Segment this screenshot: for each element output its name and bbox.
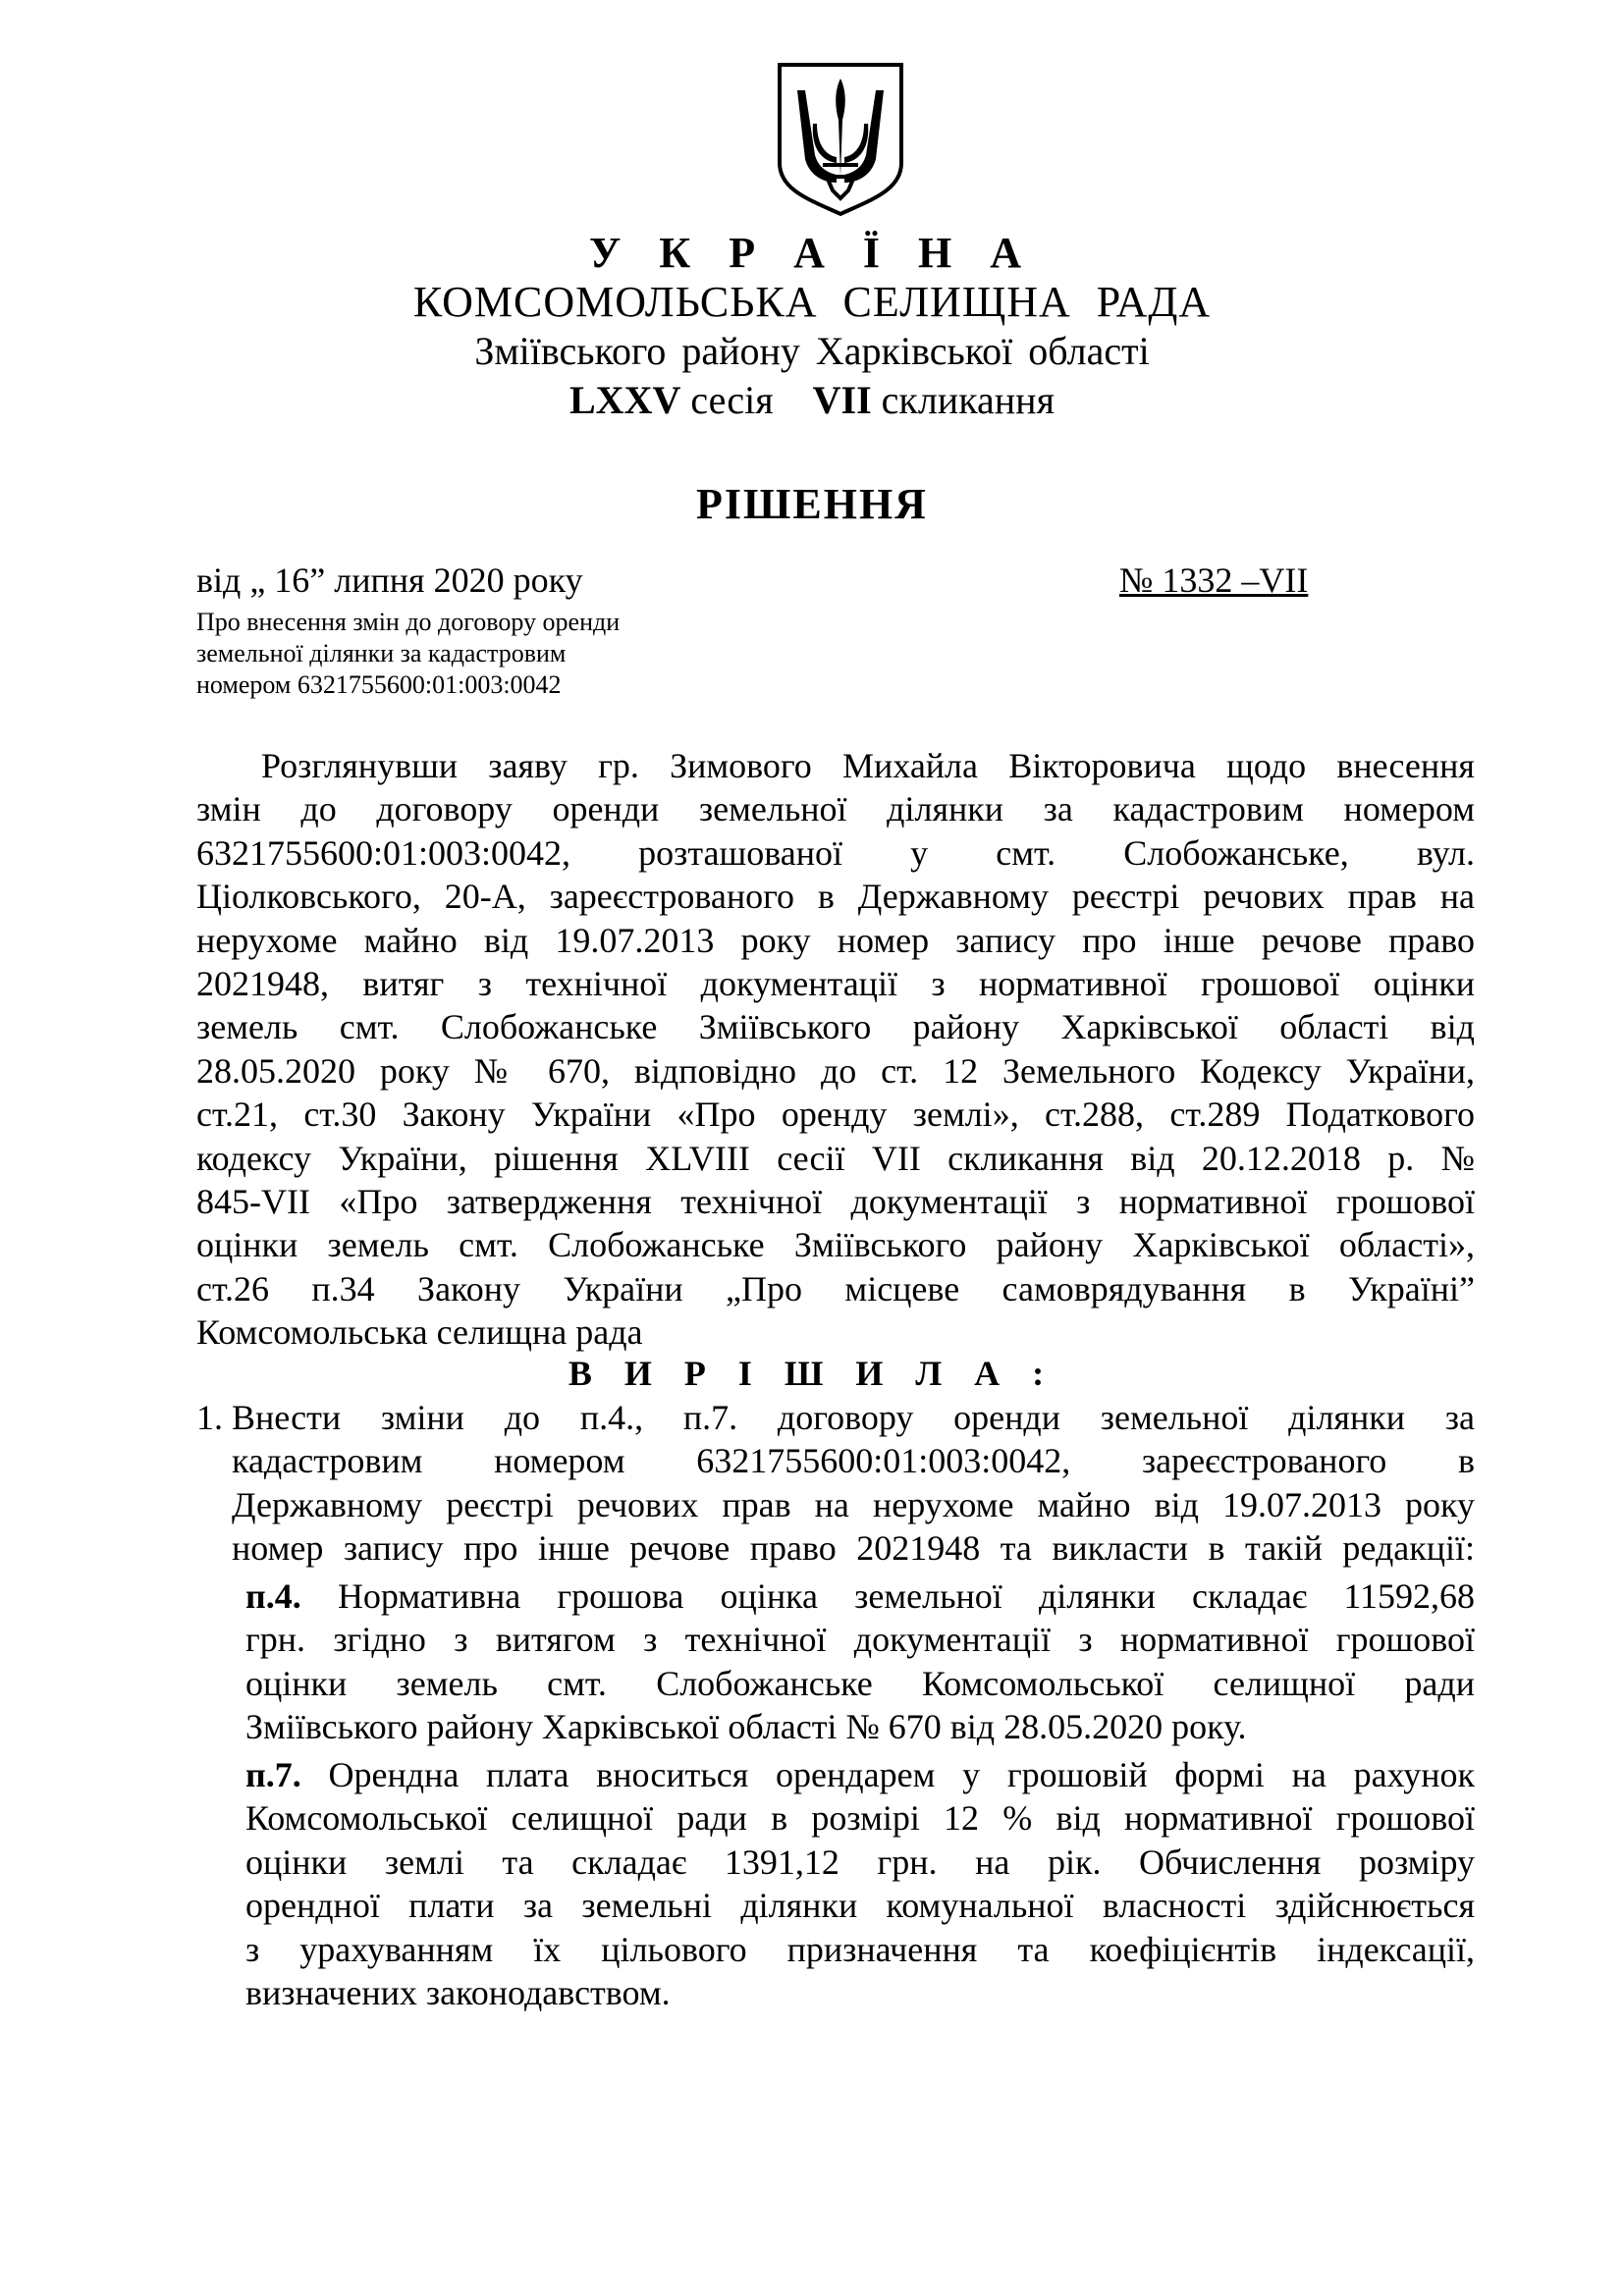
subject-line: номером 6321755600:01:003:0042 bbox=[196, 670, 562, 699]
preamble-line: оцінки земель смт. Слобожанське Зміївського району Харківської області», bbox=[196, 1225, 1475, 1265]
clause-line: Комсомольської селищної ради в розмірі 12 % від нормативної грошової bbox=[245, 1798, 1475, 1839]
trident-coat-of-arms-icon bbox=[776, 61, 905, 218]
clause-line bbox=[245, 1753, 1475, 1796]
preamble-paragraph bbox=[196, 744, 1475, 1354]
item-line: Державному реєстрі речових прав на нерухоме майно від 19.07.2013 року bbox=[232, 1484, 1475, 1524]
preamble-line: ст.21, ст.30 Закону України «Про оренду землі», ст.288, ст.289 Податкового bbox=[196, 1095, 1475, 1135]
district-name: Зміївського району Харківської області bbox=[474, 329, 1150, 373]
subject-line: земельної ділянки за кадастровим bbox=[196, 639, 567, 667]
clause-7-paragraph bbox=[245, 1753, 1475, 2014]
clause-line: грн. згідно з витягом з технічної документації з нормативної грошової bbox=[245, 1620, 1475, 1660]
preamble-line: нерухоме майно від 19.07.2013 року номер запису про інше речове право bbox=[196, 920, 1475, 960]
clause-line: оцінки землі та складає 1391,12 грн. на рік. Обчислення розміру bbox=[245, 1842, 1475, 1882]
clause-text: Нормативна грошова оцінка земельної ділянки складає 11592,68 bbox=[337, 1576, 1476, 1616]
item-1-paragraph bbox=[232, 1396, 1475, 1571]
clause-text: Орендна плата вноситься орендарем у грошовій формі на рахунок bbox=[328, 1755, 1476, 1794]
session-line bbox=[0, 377, 1624, 423]
council-name: КОМСОМОЛЬСЬКА СЕЛИЩНА РАДА bbox=[412, 278, 1212, 326]
subject-line: Про внесення змін до договору оренди bbox=[196, 608, 621, 636]
decision-number: № 1332 –VII bbox=[1119, 561, 1309, 600]
decision-date: від „ 16” липня 2020 року bbox=[196, 561, 583, 600]
clause-label: п.4. bbox=[245, 1576, 301, 1616]
decision-title: РІШЕННЯ bbox=[696, 480, 928, 528]
preamble-line: 2021948, витяг з технічної документації з нормативної грошової оцінки bbox=[196, 963, 1475, 1003]
preamble-line: Ціолковського, 20-А, зареєстрованого в Державному реєстрі речових прав на bbox=[196, 877, 1475, 917]
convocation-word: скликання bbox=[881, 378, 1055, 422]
resolved-heading: В И Р І Ш И Л А : bbox=[568, 1354, 1056, 1393]
item-line: Внести зміни до п.4., п.7. договору оренди земельної ділянки за bbox=[232, 1398, 1475, 1437]
preamble-line: 845-VII «Про затвердження технічної документації з нормативної грошової bbox=[196, 1181, 1475, 1221]
country-name: У К Р А Ї Н А bbox=[589, 229, 1035, 277]
clause-line: визначених законодавством. bbox=[245, 1972, 671, 2012]
preamble-line: змін до договору оренди земельної ділянки за кадастровим номером bbox=[196, 789, 1475, 829]
preamble-line: Розглянувши заяву гр. Зимового Михайла Вікторовича щодо внесення bbox=[261, 746, 1475, 785]
preamble-line: земель смт. Слобожанське Зміївського району Харківської області від bbox=[196, 1007, 1475, 1047]
session-number: LXXV bbox=[569, 378, 681, 422]
preamble-line: кодексу України, рішення XLVIII сесії VII скликання від 20.12.2018 р. № bbox=[196, 1138, 1475, 1178]
clause-line: орендної плати за земельні ділянки комунальної власності здійснюється bbox=[245, 1886, 1475, 1926]
clause-line: з урахуванням їх цільового призначення та коефіцієнтів індексації, bbox=[245, 1929, 1475, 1969]
clause-4-paragraph bbox=[245, 1575, 1475, 1749]
item-line: номер запису про інше речове право 2021948 та викласти в такій редакції: bbox=[232, 1528, 1475, 1569]
clause-line: оцінки земель смт. Слобожанське Комсомольської селищної ради bbox=[245, 1663, 1475, 1703]
convocation-number: VII bbox=[812, 378, 872, 422]
preamble-line: Комсомольська селищна рада bbox=[196, 1312, 643, 1353]
item-line: кадастровим номером 6321755600:01:003:0042, зареєстрованого в bbox=[232, 1441, 1475, 1481]
session-word: сесія bbox=[690, 378, 774, 422]
item-number: 1. bbox=[196, 1398, 223, 1437]
clause-line bbox=[245, 1575, 1475, 1618]
preamble-line: 6321755600:01:003:0042, розташованої у смт. Слобожанське, вул. bbox=[196, 832, 1475, 873]
preamble-line: ст.26 п.34 Закону України „Про місцеве самоврядування в Україні” bbox=[196, 1268, 1475, 1308]
preamble-line: 28.05.2020 року № 670, відповідно до ст. 12 Земельного Кодексу України, bbox=[196, 1050, 1475, 1091]
clause-line: Зміївського району Харківської області № 670 від 28.05.2020 року. bbox=[245, 1707, 1247, 1747]
decision-subject bbox=[196, 607, 620, 701]
clause-label: п.7. bbox=[245, 1755, 301, 1794]
